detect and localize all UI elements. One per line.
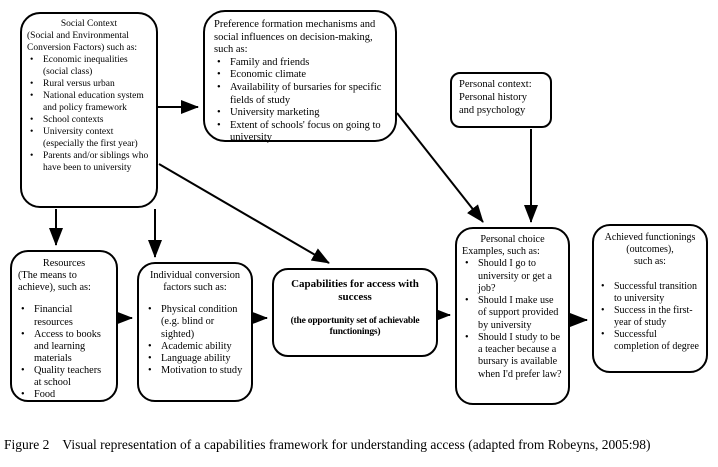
list-item-text: Family and friends <box>230 56 310 68</box>
box-text: Personal context: Personal history and psychology <box>459 79 532 116</box>
box-subtitle: (Social and Environmental Conversion Factors) such as: <box>27 30 138 53</box>
list-item-text: Physical condition (e.g. blind or sighted) <box>161 304 238 340</box>
figure-caption-label: Figure 2 <box>4 437 50 452</box>
personal-choice-box <box>455 227 570 405</box>
arrow-social-to-capabilities <box>159 164 329 263</box>
list-item-text: Parents and/or siblings who have been to university <box>43 150 149 173</box>
resources-box <box>10 250 118 402</box>
figure-caption <box>4 437 714 453</box>
box-intro: Preference formation mechanisms and social influences on decision-making, such as: <box>214 19 376 56</box>
list-item-text: Should I make use of support provided by university <box>478 295 559 331</box>
box-title-line: Achieved functionings <box>604 232 696 243</box>
capabilities-box <box>272 268 438 357</box>
box-title-line: (outcomes), <box>626 244 674 255</box>
box-title: Individual conversion factors such as: <box>149 270 241 294</box>
bullet-icon: • <box>601 305 605 316</box>
spacer <box>145 294 245 304</box>
bullet-icon: • <box>21 304 25 316</box>
list-item-text: Access to books and learning materials <box>34 328 101 364</box>
list-item <box>27 151 151 175</box>
list-item <box>214 57 386 70</box>
figure-caption-text: Visual representation of a capabilities framework for understanding access (adapted from Robeyns, 2005:98) <box>62 437 651 452</box>
personal-context-box <box>450 72 552 128</box>
box-subtitle: (The means to achieve), such as: <box>18 270 91 294</box>
list-item-text: Economic climate <box>230 69 307 81</box>
bullet-icon: • <box>148 352 152 364</box>
list-item <box>18 329 110 365</box>
bullet-icon: • <box>21 389 25 401</box>
list-item <box>598 329 702 353</box>
bullet-icon: • <box>148 364 152 376</box>
bullet-icon: • <box>30 54 34 65</box>
list-item-text: Rural versus urban <box>43 78 115 89</box>
list-item <box>145 353 245 365</box>
list-item <box>462 258 563 295</box>
list-item <box>598 281 702 305</box>
bullet-icon: • <box>30 150 34 161</box>
bullet-icon: • <box>601 329 605 340</box>
list-item-text: Financial resources <box>34 304 73 328</box>
bullet-icon: • <box>21 328 25 340</box>
bullet-icon: • <box>465 331 469 343</box>
list-item <box>145 304 245 340</box>
social-context-box <box>20 12 158 208</box>
list-item <box>214 69 386 82</box>
list-item <box>27 55 151 79</box>
list-item-text: Extent of schools' focus on going to university <box>230 119 381 144</box>
list-item <box>27 115 151 127</box>
list-item <box>214 82 386 107</box>
list-item <box>598 305 702 329</box>
box-subtitle: Examples, such as: <box>462 246 540 258</box>
list-item <box>462 332 563 381</box>
bullet-icon: • <box>217 119 221 131</box>
bullet-icon: • <box>148 340 152 352</box>
list-item-text: Food <box>34 389 56 401</box>
list-item-text: Motivation to study <box>161 364 243 376</box>
list-item <box>18 389 110 401</box>
list-item-text: University context (especially the first year) <box>43 126 138 149</box>
list-item <box>27 91 151 115</box>
list-item <box>18 365 110 389</box>
bullet-icon: • <box>465 295 469 307</box>
arrow-preference-to-personal-choice <box>397 113 483 222</box>
list-item-text: Quality teachers at school <box>34 365 102 389</box>
box-title: Social Context <box>60 19 118 29</box>
bullet-icon: • <box>217 81 221 93</box>
list-item-text: School contexts <box>43 114 104 125</box>
individual-conversion-box <box>137 262 253 402</box>
list-item-text: Success in the first-year of study <box>614 305 693 328</box>
list-item-text: Successful transition to university <box>614 281 698 304</box>
list-item <box>145 341 245 353</box>
bullet-icon: • <box>465 258 469 270</box>
list-item-text: Language ability <box>161 352 231 364</box>
box-title: Capabilities for access with success <box>291 278 419 304</box>
preference-formation-box <box>203 10 397 142</box>
list-item <box>27 127 151 151</box>
bullet-icon: • <box>217 107 221 119</box>
list-item <box>145 365 245 377</box>
bullet-icon: • <box>217 69 221 81</box>
box-title: Personal choice <box>480 234 545 245</box>
list-item-text: National education system and policy framework <box>43 90 144 113</box>
bullet-icon: • <box>148 304 152 316</box>
list-item <box>27 79 151 91</box>
bullet-icon: • <box>217 56 221 68</box>
bullet-icon: • <box>601 281 605 292</box>
box-subtitle: (the opportunity set of achievable functionings) <box>290 315 420 338</box>
list-item <box>214 107 386 120</box>
box-title: Resources <box>42 258 86 269</box>
list-item <box>462 295 563 332</box>
list-item-text: Successful completion of degree <box>614 329 699 352</box>
spacer <box>18 294 110 304</box>
bullet-icon: • <box>30 90 34 101</box>
list-item-text: Availability of bursaries for specific fields of study <box>230 81 382 106</box>
list-item-text: Should I study to be a teacher because a bursary is available when I'd prefer law? <box>478 331 562 380</box>
list-item-text: University marketing <box>230 107 320 119</box>
list-item <box>18 304 110 328</box>
list-item-text: Economic inequalities (social class) <box>43 54 128 77</box>
bullet-icon: • <box>21 365 25 377</box>
achieved-functionings-box <box>592 224 708 373</box>
bullet-icon: • <box>30 78 34 89</box>
bullet-icon: • <box>30 114 34 125</box>
spacer <box>598 268 702 281</box>
box-title-line: such as: <box>634 256 666 267</box>
bullet-icon: • <box>30 126 34 137</box>
list-item-text: Should I go to university or get a job? <box>478 258 552 294</box>
list-item-text: Academic ability <box>161 340 232 352</box>
list-item <box>214 120 386 145</box>
